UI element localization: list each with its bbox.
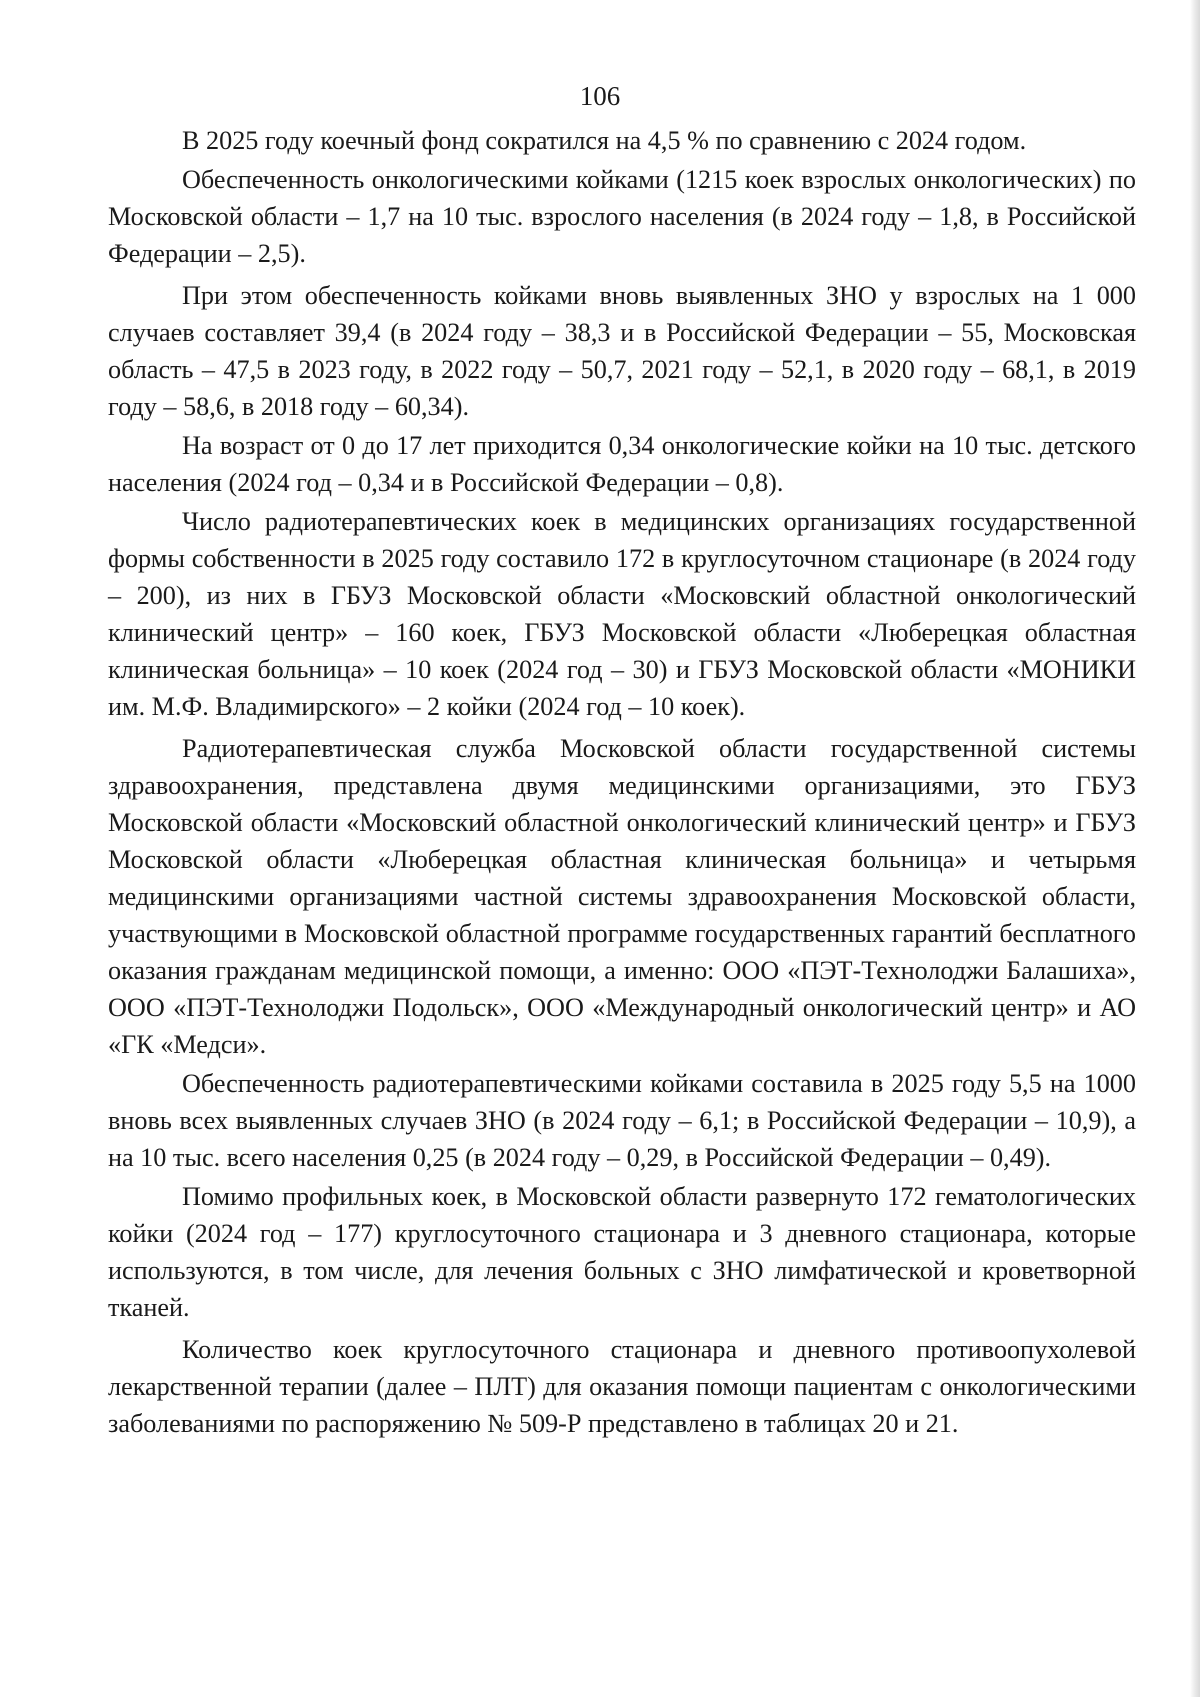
paragraph-bed-fund-reduction: В 2025 году коечный фонд сократился на 4,5 % по сравнению с 2024 годом. [182, 126, 1027, 155]
paragraph-radiotherapy-service: Радиотерапевтическая служба Московской области государственной системы здравоохранения, представлена двумя медицинскими организациями, это ГБУЗ Московской области «Московский областной онкологический клинический центр» и ГБУЗ Московской области «Люберецкая областная клиническая больница» и четырьмя медицинскими организациями частной системы здравоохранения Московской области, участвующими в Московской областной программе государственных гарантий бесплатного оказания гражданам медицинской помощи, а именно: ООО «ПЭТ-Технолоджи Балашиха», ООО «ПЭТ-Технолоджи Подольск», ООО «Международный онкологический центр» и АО «ГК «Медси». [108, 734, 1136, 1059]
paragraph-hematology-beds: Помимо профильных коек, в Московской области развернуто 172 гематологических койки (2024 год – 177) круглосуточного стационара и 3 дневного стационара, которые используются, в том числе, для лечения больных с ЗНО лимфатической и кроветворной тканей. [108, 1182, 1136, 1322]
paragraph-radiotherapy-beds: Число радиотерапевтических коек в медицинских организациях государственной формы собственности в 2025 году составило 172 в круглосуточном стационаре (в 2024 году – 200), из них в ГБУЗ Московской области «Московский областной онкологический клинический центр» – 160 коек, ГБУЗ Московской области «Люберецкая областная клиническая больница» – 10 коек (2024 год – 30) и ГБУЗ Московской области «МОНИКИ им. М.Ф. Владимирского» – 2 койки (2024 год – 10 коек). [108, 507, 1136, 721]
page-number: 106 [579, 81, 621, 111]
paragraph-plt-beds: Количество коек круглосуточного стационара и дневного противоопухолевой лекарственной терапии (далее – ПЛТ) для оказания помощи пациентам с онкологическими заболеваниями по распоряжению № 509-Р представлено в таблицах 20 и 21. [108, 1335, 1136, 1438]
paragraph-pediatric-beds: На возраст от 0 до 17 лет приходится 0,34 онкологические койки на 10 тыс. детского населения (2024 год – 0,34 и в Российской Федерации – 0,8). [108, 431, 1136, 497]
paragraph-radiotherapy-provision: Обеспеченность радиотерапевтическими койками составила в 2025 году 5,5 на 1000 вновь всех выявленных случаев ЗНО (в 2024 году – 6,1; в Российской Федерации – 10,9), а на 10 тыс. всего населения 0,25 (в 2024 году – 0,29, в Российской Федерации – 0,49). [108, 1069, 1136, 1172]
paragraph-new-cases-bed-provision: При этом обеспеченность койками вновь выявленных ЗНО у взрослых на 1 000 случаев составляет 39,4 (в 2024 году – 38,3 и в Российской Федерации – 55, Московская область – 47,5 в 2023 году, в 2022 году – 50,7, 2021 году – 52,1, в 2020 году – 68,1, в 2019 году – 58,6, в 2018 году – 60,34). [108, 281, 1136, 421]
paragraph-oncology-bed-provision: Обеспеченность онкологическими койками (1215 коек взрослых онкологических) по Московской области – 1,7 на 10 тыс. взрослого населения (в 2024 году – 1,8, в Российской Федерации – 2,5). [108, 165, 1136, 268]
document-body [108, 122, 1136, 1444]
scan-edge-shadow [1190, 0, 1200, 1697]
